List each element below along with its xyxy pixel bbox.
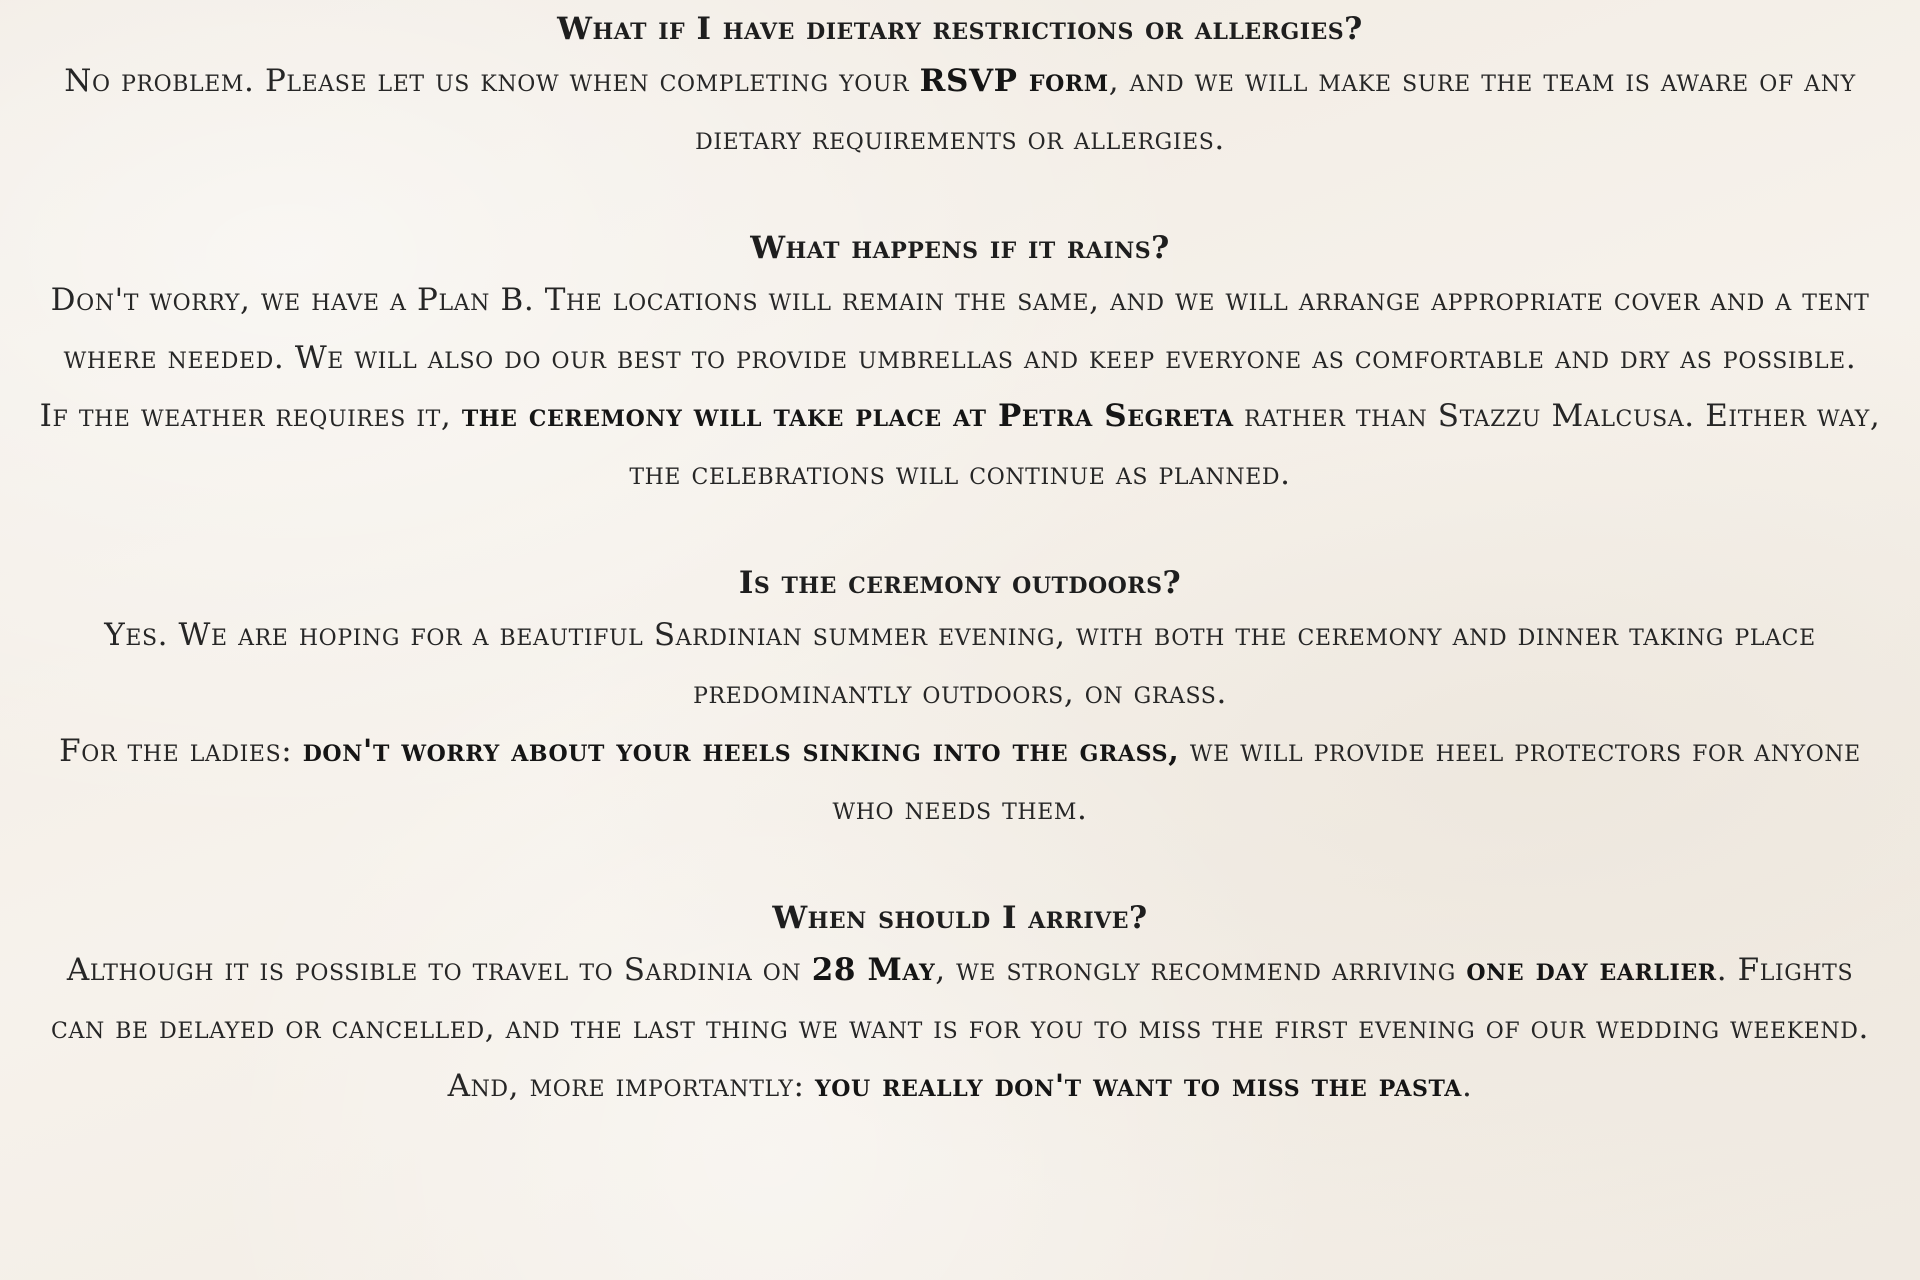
heels-emphasis: don't worry about your heels sinking into the grass, [302,733,1180,769]
answer-text: Don't worry, we have a Plan B. The locations will remain the same, and we will arrange appropriate cover and a tent where needed. We will also do our best to provide umbrellas and keep everyone as comfortable and dry as possible. [50,282,1870,376]
faq-answer-heels [50,722,1870,838]
faq-item-rain [0,225,1920,503]
faq-answer-dietary [50,52,1870,168]
answer-text: Yes. We are hoping for a beautiful Sardinian summer evening, with both the ceremony and dinner taking place predominantly outdoors, on grass. [104,617,1816,711]
faq-item-arrival [0,895,1920,1115]
faq-question-dietary: What if I have dietary restrictions or allergies? [557,11,1363,47]
faq-item-dietary [0,6,1920,168]
rsvp-form-emphasis: RSVP form [919,63,1109,99]
faq-answer-rain-plan-b [50,271,1870,387]
faq-answer-arrival [50,941,1870,1057]
faq-question-arrival: When should I arrive? [772,900,1148,936]
faq-answer-rain-location [20,387,1900,503]
answer-text: , we strongly recommend arriving [935,952,1467,988]
pasta-emphasis: you really don't want to miss the pasta [814,1068,1462,1104]
faq-item-outdoors [0,560,1920,838]
arrive-early-emphasis: one day earlier [1466,952,1717,988]
answer-text: Although it is possible to travel to Sardinia on [66,952,812,988]
answer-text: rather than Stazzu Malcusa. Either way, the celebrations will continue as planned. [629,398,1881,492]
answer-text: we will provide heel protectors for anyone who needs them. [832,733,1861,827]
answer-text: . Flights can be delayed or cancelled, and the last thing we want is for you to miss the first evening of our wedding weekend. [51,952,1869,1046]
faq-answer-outdoors [70,606,1850,722]
ceremony-location-emphasis: the ceremony will take place at Petra Segreta [461,398,1234,434]
date-emphasis: 28 May [811,952,936,988]
answer-text: If the weather requires it, [39,398,462,434]
answer-text: , and we will make sure the team is aware of any dietary requirements or allergies. [695,63,1856,157]
faq-question-outdoors: Is the ceremony outdoors? [738,565,1182,601]
answer-text: And, more importantly: [447,1068,815,1104]
answer-text: No problem. Please let us know when completing your [64,63,920,99]
answer-text: For the ladies: [59,733,303,769]
faq-question-rain: What happens if it rains? [750,230,1170,266]
answer-text: . [1461,1068,1473,1104]
faq-answer-pasta [50,1057,1870,1115]
